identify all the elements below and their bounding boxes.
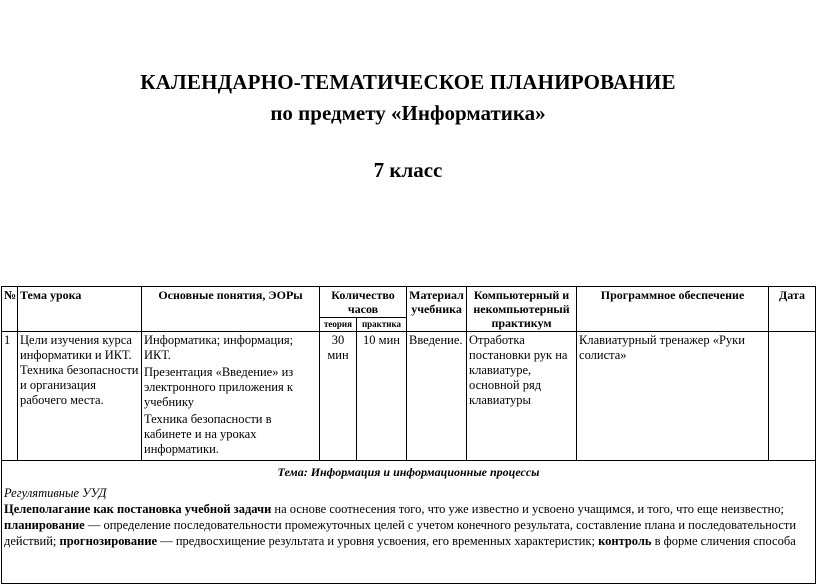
uud-term: планирование: [4, 518, 85, 532]
uud-text: [4, 501, 813, 549]
row-concepts: [142, 332, 320, 461]
theme-title: Тема: Информация и информационные процессы: [277, 465, 540, 479]
row-material: Введение.: [407, 332, 467, 461]
table-row: [2, 332, 816, 461]
header-concepts: Основные понятия, ЭОРы: [142, 287, 320, 332]
header-software: Программное обеспечение: [577, 287, 769, 332]
row-theory: 30 мин: [320, 332, 357, 461]
uud-term: Целеполагание как постановка учебной задачи: [4, 502, 272, 516]
uud-term: прогнозирование: [59, 534, 158, 548]
uud-term: контроль: [598, 534, 652, 548]
header-theory: теория: [320, 318, 357, 332]
header-practice: практика: [357, 318, 407, 332]
concepts-line: Техника безопасности в кабинете и на уроках информатики.: [144, 412, 272, 456]
concepts-line: Презентация «Введение» из электронного приложения к учебнику: [144, 365, 294, 409]
row-practice: 10 мин: [357, 332, 407, 461]
header-hours: Количество часов: [320, 287, 407, 318]
uud-definition: — предвосхищение результата и уровня усвоения, его временных характеристик;: [157, 534, 595, 548]
uud-definition: на основе соотнесения того, что уже известно и усвоено учащимся, и того, что еще неизвестно;: [271, 502, 784, 516]
page-title: КАЛЕНДАРНО-ТЕМАТИЧЕСКОЕ ПЛАНИРОВАНИЕ: [140, 70, 676, 94]
planning-table: [1, 286, 816, 584]
uud-definition: в форме сличения способа: [651, 534, 796, 548]
header-date: Дата: [769, 287, 816, 332]
grade-title: 7 класс: [373, 158, 443, 182]
row-computer: Отработка постановки рук на клавиатуре, основной ряд клавиатуры: [467, 332, 577, 461]
header-material: Материал учебника: [407, 287, 467, 332]
theme-block: [2, 461, 816, 584]
subject-title: по предмету «Информатика»: [270, 101, 546, 125]
uud-heading: Регулятивные УУД: [4, 486, 107, 500]
row-date: [769, 332, 816, 461]
row-topic: Цели изучения курса информатики и ИКТ. Техника безопасности и организация рабочего места.: [18, 332, 142, 461]
row-num: 1: [2, 332, 18, 461]
uud-definition: — определение последовательности промежуточных целей с учетом конечного результата, составление плана и последовательности действий;: [4, 518, 797, 548]
row-software: Клавиатурный тренажер «Руки солиста»: [577, 332, 769, 461]
concepts-line: Информатика; информация; ИКТ.: [144, 333, 294, 362]
header-num: №: [2, 287, 18, 332]
header-computer: Компьютерный и некомпьютерный практикум: [467, 287, 577, 332]
header-topic: Тема урока: [18, 287, 142, 332]
